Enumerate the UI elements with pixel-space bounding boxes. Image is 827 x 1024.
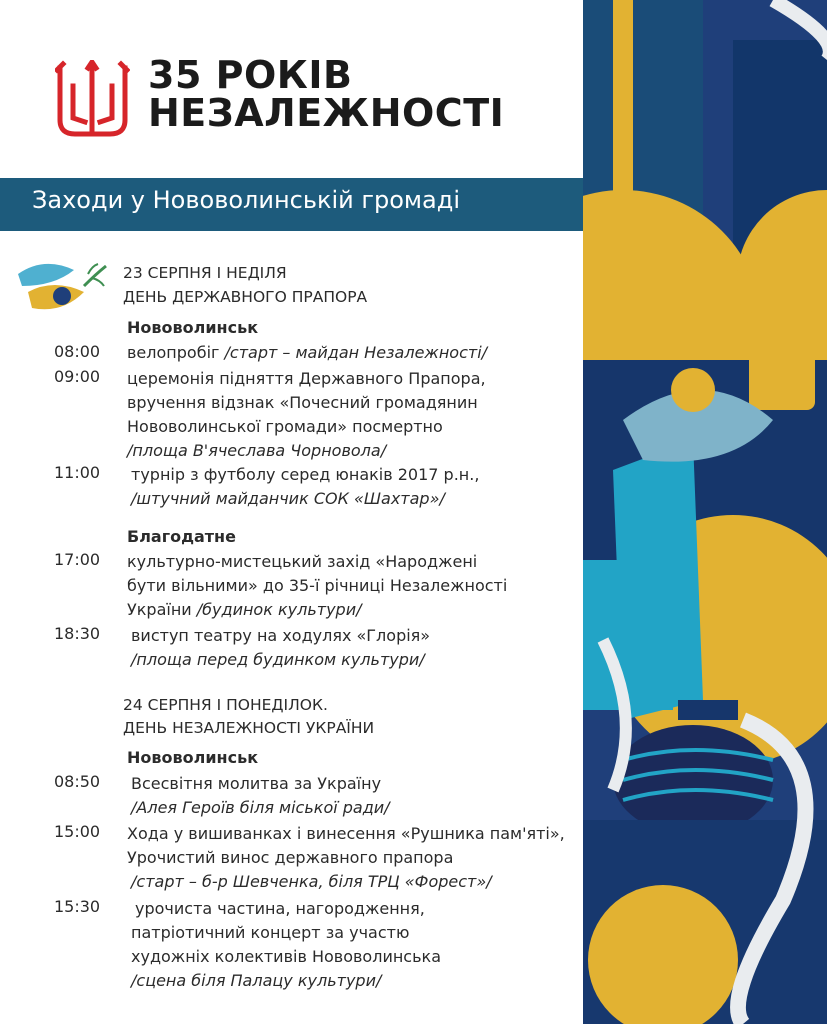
day2-event1-time: 08:50	[54, 772, 101, 791]
trident-logo	[55, 60, 130, 138]
day1-date: 23 СЕРПНЯ І НЕДІЛЯ	[123, 264, 287, 282]
day2-event3-line1: урочиста частина, нагородження,	[135, 899, 425, 918]
day2-event2-line2: Урочистий винос державного прапора	[127, 848, 454, 867]
day2-event2-location: /старт – б-р Шевченка, біля ТРЦ «Форест»/	[131, 872, 492, 891]
day2-date: 24 СЕРПНЯ І ПОНЕДІЛОК.	[123, 696, 328, 714]
day2-event3-location: /сцена біля Палацу культури/	[131, 971, 382, 990]
day1-event1-desc: велопробіг	[127, 343, 220, 362]
day1-place-1: Нововолинськ	[127, 318, 259, 337]
title-line-1: 35 РОКІВ	[148, 53, 353, 97]
day1-event2-line1: церемонія підняття Державного Прапора,	[127, 369, 486, 388]
day2-place-1: Нововолинськ	[127, 748, 259, 767]
day2-event2-line1: Хода у вишиванках і винесення «Рушника пам'яті»,	[127, 824, 565, 843]
day1-event2-time: 09:00	[54, 367, 101, 386]
day1-event3-location: /штучний майданчик СОК «Шахтар»/	[131, 489, 445, 508]
day2-event3-line2: патріотичний концерт за участю	[131, 923, 410, 942]
header-banner	[0, 178, 583, 231]
day1-event5-time: 18:30	[54, 624, 101, 643]
page-title	[148, 53, 505, 135]
day1-event3-line1: турнір з футболу серед юнаків 2017 р.н.,	[131, 465, 480, 484]
day1-event4-line3	[127, 598, 362, 621]
day2-event2-time: 15:00	[54, 822, 101, 841]
day1-event4-location: /будинок культури/	[196, 600, 362, 619]
day1-title: ДЕНЬ ДЕРЖАВНОГО ПРАПОРА	[123, 288, 368, 306]
banner-text: Заходи у Нововолинській громаді	[32, 186, 460, 214]
day1-event4-time: 17:00	[54, 550, 101, 569]
day1-event2-line2: вручення відзнак «Почесний громадянин	[127, 393, 478, 412]
day1-event1-location: /старт – майдан Незалежності/	[224, 343, 488, 362]
day2-event3-time: 15:30	[54, 897, 101, 916]
day1-event4-line3-text: України	[127, 600, 192, 619]
day2-event1-location: /Алея Героїв біля міської ради/	[131, 798, 390, 817]
title-line-2: НЕЗАЛЕЖНОСТІ	[148, 91, 505, 135]
day1-event2-line3: Нововолинської громади» посмертно	[127, 417, 443, 436]
day2-event1-line1: Всесвітня молитва за Україну	[131, 774, 382, 793]
day1-event1-text	[127, 341, 487, 364]
day2-event3-line3: художніх колективів Нововолинська	[131, 947, 441, 966]
day1-event5-line1: виступ театру на ходулях «Глорія»	[131, 626, 431, 645]
decorative-artwork	[583, 0, 827, 1024]
day1-event5-location: /площа перед будинком культури/	[131, 650, 425, 669]
day2-title: ДЕНЬ НЕЗАЛЕЖНОСТІ УКРАЇНИ	[123, 719, 375, 737]
day1-event3-time: 11:00	[54, 463, 101, 482]
day1-event4-line1: культурно-мистецький захід «Народжені	[127, 552, 478, 571]
day1-event4-line2: бути вільними» до 35-ї річниці Незалежності	[127, 576, 508, 595]
flag-bird-icon	[14, 256, 110, 318]
day1-event2-location: /площа В'ячеслава Чорновола/	[127, 441, 387, 460]
day1-event1-time: 08:00	[54, 342, 101, 361]
day1-place-2: Благодатне	[127, 527, 236, 546]
